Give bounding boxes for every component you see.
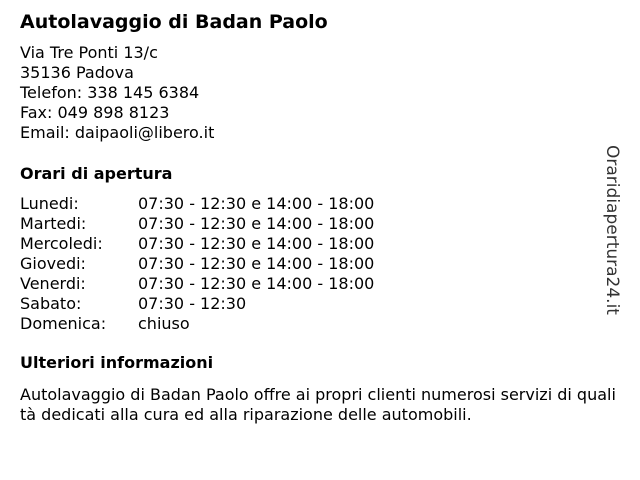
day-label: Sabato: — [20, 294, 82, 313]
business-description: Autolavaggio di Badan Paolo offre ai propri clienti numerosi servizi di qualità dedicati alla cura ed alla riparazione delle automobili. — [20, 385, 616, 424]
time-value: 07:30 - 12:30 e 14:00 - 18:00 — [138, 234, 375, 253]
opening-hours-heading: Orari di apertura — [20, 164, 173, 183]
more-info-heading: Ulteriori informazioni — [20, 353, 214, 372]
day-label: Martedi: — [20, 214, 87, 233]
city-line: 35136 Padova — [20, 63, 134, 82]
day-label: Mercoledi: — [20, 234, 103, 253]
time-value: 07:30 - 12:30 e 14:00 - 18:00 — [138, 214, 375, 233]
day-label: Venerdi: — [20, 274, 86, 293]
contact-block — [20, 43, 214, 143]
time-value: 07:30 - 12:30 e 14:00 - 18:00 — [138, 254, 375, 273]
day-label: Domenica: — [20, 314, 107, 333]
time-value: 07:30 - 12:30 e 14:00 - 18:00 — [138, 274, 375, 293]
watermark — [582, 135, 640, 325]
watermark-text: Oraridiapertura24.it — [602, 145, 622, 315]
time-value: 07:30 - 12:30 — [138, 294, 247, 313]
time-value: chiuso — [138, 314, 190, 333]
address-line: Via Tre Ponti 13/c — [20, 43, 158, 62]
day-label: Lunedi: — [20, 194, 79, 213]
phone-line: Telefon: 338 145 6384 — [20, 83, 200, 102]
business-name: Autolavaggio di Badan Paolo — [20, 11, 328, 33]
email-line: Email: daipaoli@libero.it — [20, 123, 215, 142]
fax-line: Fax: 049 898 8123 — [20, 103, 170, 122]
time-value: 07:30 - 12:30 e 14:00 - 18:00 — [138, 194, 375, 213]
day-label: Giovedi: — [20, 254, 86, 273]
